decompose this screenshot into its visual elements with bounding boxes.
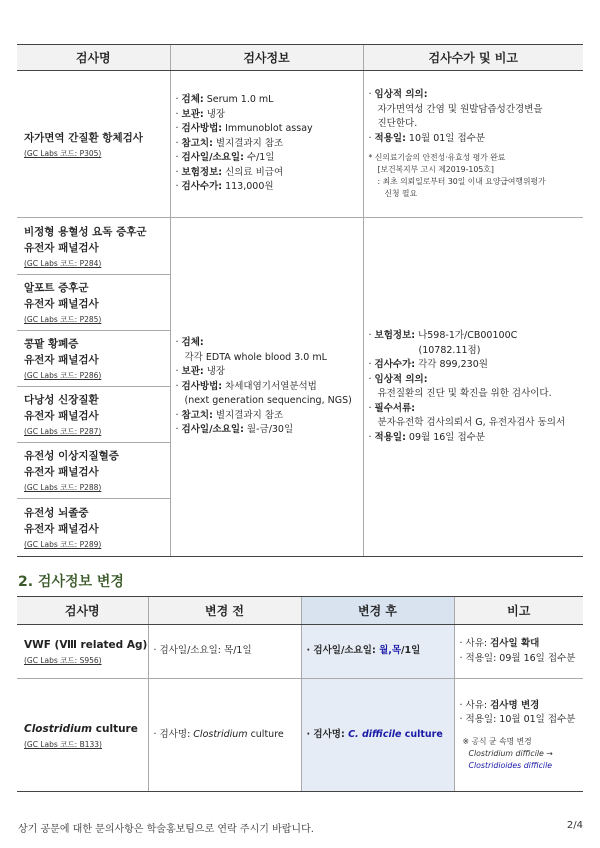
test-info-table — [17, 44, 583, 557]
footnote: Clostridium difficile → — [468, 748, 553, 758]
test-code-link[interactable]: (GC Labs 코드: P289) — [24, 540, 102, 549]
test-name: 다낭성 신장질환 — [24, 394, 99, 406]
info-item: · 참고치: 별지결과지 참조 — [175, 409, 284, 421]
info-item: · 보관: 냉장 — [175, 366, 226, 378]
test-name-cell — [17, 71, 170, 218]
test-name: Clostridium culture — [24, 722, 138, 735]
test-name-cell — [17, 499, 170, 557]
footer-contact-text: 상기 공문에 대한 문의사항은 학술홍보팀으로 연락 주시기 바랍니다. — [18, 824, 314, 835]
test-name-cell — [17, 387, 170, 443]
clinical-significance-label: · 임상적 의의: — [368, 373, 428, 385]
test-code-link[interactable]: (GC Labs 코드: P287) — [24, 427, 102, 436]
before-cell: · 검사명: Clostridium culture — [148, 679, 301, 792]
info-item: · 검사방법: Immunoblot assay — [175, 123, 313, 135]
test-name: 유전성 이상지질혈증 — [24, 450, 119, 462]
test-name: 유전자 패널검사 — [24, 466, 99, 478]
changed-value: C. difficile culture — [348, 728, 443, 740]
column-header-fee-notes: 검사수가 및 비고 — [363, 45, 583, 71]
test-code-link[interactable]: (GC Labs 코드: S956) — [24, 656, 102, 665]
test-code-link[interactable]: (GC Labs 코드: P284) — [24, 258, 102, 268]
required-docs-text: 분자유전학 검사의뢰서 G, 유전자검사 동의서 — [377, 417, 566, 428]
test-name: 비정형 용혈성 요독 증후군 — [24, 225, 147, 238]
info-item-value: 각각 EDTA whole blood 3.0 mL — [184, 351, 327, 363]
test-code-link[interactable]: (GC Labs 코드: P288) — [24, 483, 102, 492]
test-name: 자가면역 간질환 항체검사 — [24, 131, 143, 144]
info-item: · 검사방법: 차세대염기서열분석법 — [175, 380, 317, 392]
required-docs-label: · 필수서류: — [368, 402, 416, 414]
info-item-value: (next generation sequencing, NGS) — [184, 395, 352, 407]
clinical-significance-text: 자가면역성 간염 및 원발담즙성간경변을 — [377, 103, 543, 115]
column-header-test-info: 검사정보 — [170, 45, 363, 71]
before-cell: · 검사일/소요일: 목/1일 — [148, 625, 301, 679]
test-name: VWF (Ⅷ related Ag) — [24, 639, 148, 651]
test-name: 유전자 패널검사 — [24, 354, 99, 366]
fee-notes-cell — [363, 218, 583, 557]
column-header-before: 변경 전 — [148, 597, 301, 625]
info-item: · 검사일/소요일: 수/1일 — [175, 152, 275, 164]
notes-cell — [454, 679, 583, 792]
test-name-cell — [17, 443, 170, 499]
clinical-significance-text: 유전질환의 진단 및 확진을 위한 검사이다. — [377, 388, 552, 399]
table-row — [17, 625, 583, 679]
table-header-row — [17, 597, 583, 625]
test-name: 유전자 패널검사 — [24, 298, 99, 310]
test-code-link[interactable]: (GC Labs 코드: P286) — [24, 371, 102, 380]
table-row — [17, 71, 583, 218]
reason: · 사유: 검사명 변경 — [459, 699, 540, 711]
table-row — [17, 679, 583, 792]
column-header-test-name: 검사명 — [17, 597, 148, 625]
table-header-row — [17, 45, 583, 71]
test-info-cell — [170, 71, 363, 218]
apply-date: · 적용일: 09월 16일 접수분 — [368, 431, 486, 443]
page-number: 2/4 — [566, 820, 583, 831]
test-name: 유전성 뇌졸중 — [24, 507, 89, 519]
info-item: · 보험정보: 신의료 비급여 — [175, 166, 284, 178]
after-cell: · 검사명: C. difficile culture — [301, 679, 454, 792]
test-name-cell — [17, 679, 148, 792]
info-item: · 검체: — [175, 337, 204, 349]
test-info-cell — [170, 218, 363, 557]
test-name-cell — [17, 275, 170, 331]
footnote: 신청 필요 — [384, 189, 418, 198]
section-title: 2. 검사정보 변경 — [18, 574, 124, 590]
test-name: 알포트 증후군 — [24, 282, 89, 294]
test-name: 유전자 패널검사 — [24, 523, 99, 535]
test-name: 유전자 패널검사 — [24, 241, 99, 254]
info-item: · 검사수가: 113,000원 — [175, 181, 274, 193]
insurance-info: · 보험정보: 나598-1가/CB00100C — [368, 330, 518, 341]
apply-date: · 적용일: 09월 16일 접수분 — [459, 652, 576, 664]
test-name: 유전자 패널검사 — [24, 410, 99, 422]
fee-notes-cell — [363, 71, 583, 218]
info-item: · 검체: Serum 1.0 mL — [175, 94, 274, 106]
test-name-cell — [17, 218, 170, 275]
info-item: · 보관: 냉장 — [175, 108, 226, 120]
fee-info: · 검사수가: 각각 899,230원 — [368, 359, 488, 370]
test-code-link[interactable]: (GC Labs 코드: P285) — [24, 315, 102, 324]
column-header-after: 변경 후 — [301, 597, 454, 625]
test-code-link[interactable]: (GC Labs 코드: P305) — [24, 148, 102, 158]
info-item: · 검사일/소요일: 월-금/30일 — [175, 424, 294, 436]
after-cell: · 검사일/소요일: 월,목/1일 — [301, 625, 454, 679]
change-info-table — [17, 596, 583, 792]
column-header-notes: 비고 — [454, 597, 583, 625]
reason: · 사유: 검사일 확대 — [459, 638, 540, 649]
footnote: [보건복지부 고시 제2019-105호] — [377, 165, 494, 174]
changed-value: 월,목 — [379, 645, 402, 657]
table-row — [17, 218, 583, 275]
column-header-test-name: 검사명 — [17, 45, 170, 71]
clinical-significance-label: · 임상적 의의: — [368, 89, 428, 100]
footnote: * 신의료기술의 안전성·유효성 평가 완료 — [368, 153, 506, 162]
apply-date: · 적용일: 10월 01일 접수분 — [459, 714, 576, 725]
footnote: : 최초 의뢰일로부터 30일 이내 요양급여행위평가 — [377, 177, 546, 186]
footnote: Clostridioides difficile — [468, 760, 553, 770]
insurance-points: (10782.11점) — [418, 344, 481, 356]
test-name-cell — [17, 625, 148, 679]
test-name: 콩팥 황폐증 — [24, 338, 79, 350]
info-item: · 참고치: 별지결과지 참조 — [175, 137, 284, 149]
notes-cell — [454, 625, 583, 679]
test-name-cell — [17, 331, 170, 387]
clinical-significance-text: 진단한다. — [377, 118, 418, 129]
apply-date: · 적용일: 10월 01일 접수분 — [368, 132, 486, 144]
footnote: ※ 공식 균 속명 변경 — [462, 736, 532, 746]
test-code-link[interactable]: (GC Labs 코드: B133) — [24, 739, 102, 749]
